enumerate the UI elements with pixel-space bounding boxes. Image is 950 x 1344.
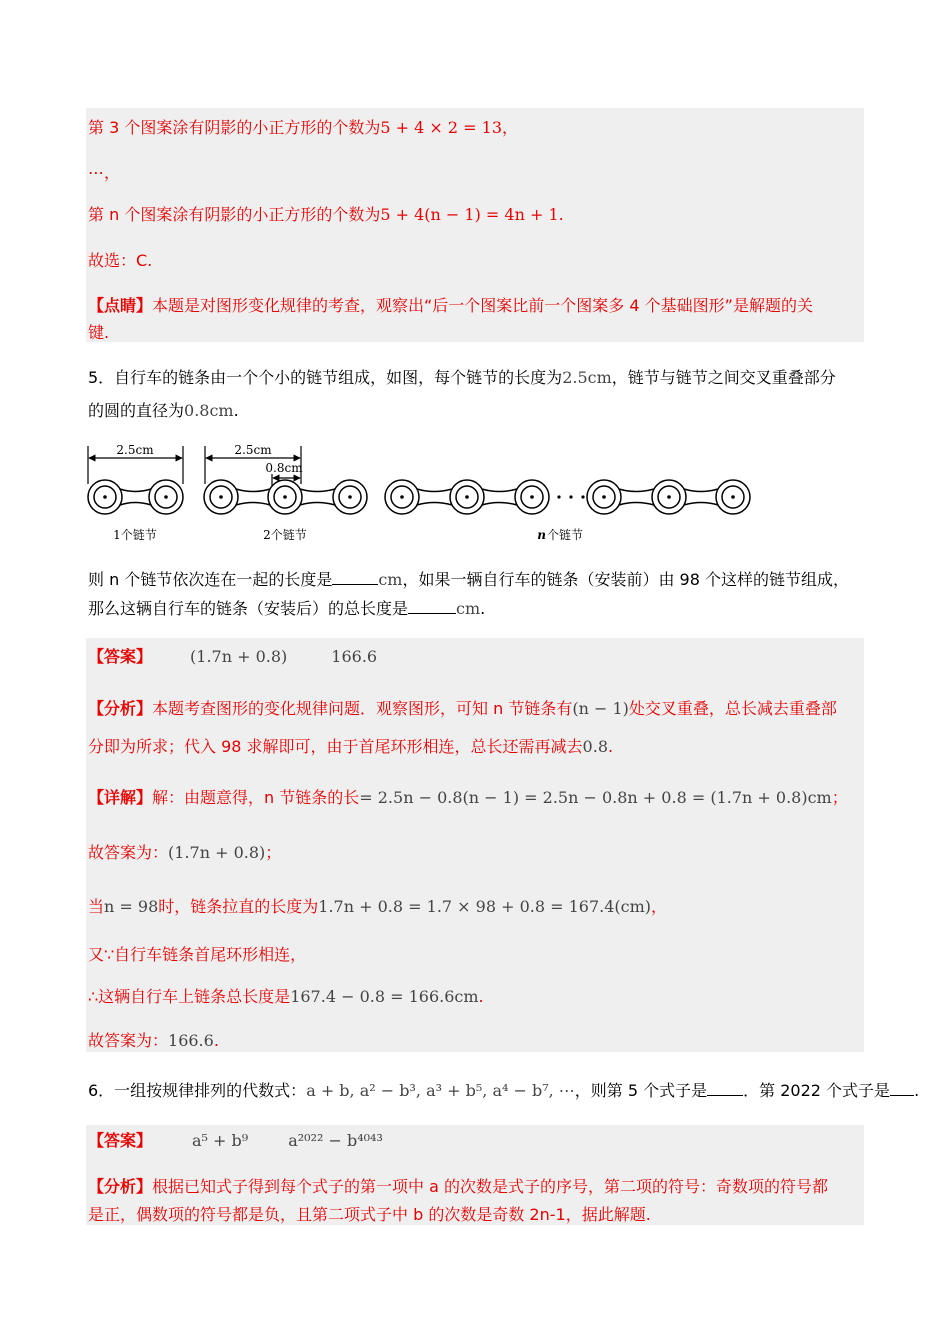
q6-analysis: 【分析】根据已知式子得到每个式子的第一项中 a 的次数是式子的序号，第二项的符号：奇数项的符号都 xyxy=(88,1177,828,1196)
q6-blank-2[interactable] xyxy=(890,1079,914,1096)
q6-answer-1: a⁵ + b⁹ xyxy=(192,1131,249,1150)
caption-3-n: n xyxy=(537,528,546,542)
overlap-label: 0.8cm xyxy=(265,461,303,475)
caption-2: 2个链节 xyxy=(263,528,307,542)
q5-when-line: 当n = 98时，链条拉直的长度为1.7n + 0.8 = 1.7 × 98 + 0.8 = 167.4(cm)， xyxy=(88,897,668,916)
q6-answer-2: a²⁰²² − b⁴⁰⁴³ xyxy=(288,1131,383,1150)
chain-two-links xyxy=(204,443,367,542)
q5-answer-line-2: 故答案为：166.6. xyxy=(88,1031,219,1050)
q6-blank-1[interactable] xyxy=(707,1079,743,1096)
q6-analysis-label: 【分析】 xyxy=(88,1177,153,1196)
q4-step-3-formula: 5 + 4 × 2 = 13 xyxy=(380,118,502,137)
q4-step-n-formula: 5 + 4(n − 1) = 4n + 1 xyxy=(380,205,559,224)
q5-chain-figure xyxy=(80,438,770,550)
q5-detail: 【详解】解：由题意得，n 节链条的长= 2.5n − 0.8(n − 1) = 2.5n − 0.8n + 0.8 = (1.7n + 0.8)cm； xyxy=(88,788,848,807)
q4-comment-cont: 键. xyxy=(88,323,110,342)
caption-1: 1个链节 xyxy=(113,528,157,542)
q5-analysis-label: 【分析】 xyxy=(88,699,153,718)
q6-stem: 6．一组按规律排列的代数式：a + b, a² − b³, a³ + b⁵, a⁴ − b⁷, ⋯，则第 5 个式子是 ．第 2022 个式子是 . xyxy=(88,1081,920,1100)
q5-blank-1[interactable] xyxy=(332,568,378,585)
q5-ask-line1: 则 n 个链节依次连在一起的长度是 cm，如果一辆自行车的链条（安装前）由 98 个这样的链节组成， xyxy=(88,570,850,589)
q4-step-n: 第 n 个图案涂有阴影的小正方形的个数为5 + 4(n − 1) = 4n + 1. xyxy=(88,205,564,224)
q5-detail-label: 【详解】 xyxy=(88,788,153,807)
q5-therefore-line: ∴这辆自行车上链条总长度是167.4 − 0.8 = 166.6cm. xyxy=(88,987,484,1006)
q6-sequence: a + b, a² − b³, a³ + b⁵, a⁴ − b⁷, ⋯ xyxy=(306,1081,575,1100)
q5-ask-line2: 那么这辆自行车的链条（安装后）的总长度是 cm. xyxy=(88,599,486,618)
q5-overlap-diameter: 0.8cm xyxy=(184,401,234,420)
q6-answer xyxy=(88,1130,383,1152)
q5-stem-line2: 的圆的直径为0.8cm. xyxy=(88,401,239,420)
q5-answer-line-1: 故答案为：(1.7n + 0.8)； xyxy=(88,843,282,862)
caption-3: 个链节 xyxy=(547,528,584,542)
q5-answer-1: (1.7n + 0.8) xyxy=(190,647,288,666)
q5-answer xyxy=(88,646,377,668)
q5-stem-line1: 5．自行车的链条由一个个小的链节组成，如图，每个链节的长度为2.5cm，链节与链节之间交叉重叠部分 xyxy=(88,368,836,387)
q5-answer-2: 166.6 xyxy=(331,647,378,666)
q4-comment-label: 【点睛】 xyxy=(88,296,153,315)
len-label-2: 2.5cm xyxy=(234,443,272,457)
len-label-1: 2.5cm xyxy=(116,443,154,457)
q5-because-line: 又∵自行车链条首尾环形相连， xyxy=(88,945,307,964)
q5-answer-label: 【答案】 xyxy=(88,647,153,666)
q5-analysis-cont: 分即为所求；代入 98 求解即可，由于首尾环形相连，总长还需再减去0.8. xyxy=(88,737,614,756)
chain-one-link xyxy=(88,443,183,542)
q6-analysis-cont: 是正，偶数项的符号都是负，且第二项式子中 b 的次数是奇数 2n-1，据此解题. xyxy=(88,1205,651,1224)
q6-answer-label: 【答案】 xyxy=(88,1131,153,1150)
q4-step-3: 第 3 个图案涂有阴影的小正方形的个数为5 + 4 × 2 = 13， xyxy=(88,118,519,137)
q4-comment: 【点睛】本题是对图形变化规律的考查，观察出“后一个图案比前一个图案多 4 个基础图形”是解题的关 xyxy=(88,296,813,315)
q5-analysis: 【分析】本题考查图形的变化规律问题．观察图形，可知 n 节链条有(n − 1)处交叉重叠，总长减去重叠部 xyxy=(88,699,837,718)
q5-blank-2[interactable] xyxy=(408,597,456,614)
q4-ellipsis: ⋯， xyxy=(88,163,121,182)
q4-choice: 故选：C. xyxy=(88,251,153,270)
chain-n-links xyxy=(385,480,750,542)
q5-link-length: 2.5cm xyxy=(562,368,612,387)
